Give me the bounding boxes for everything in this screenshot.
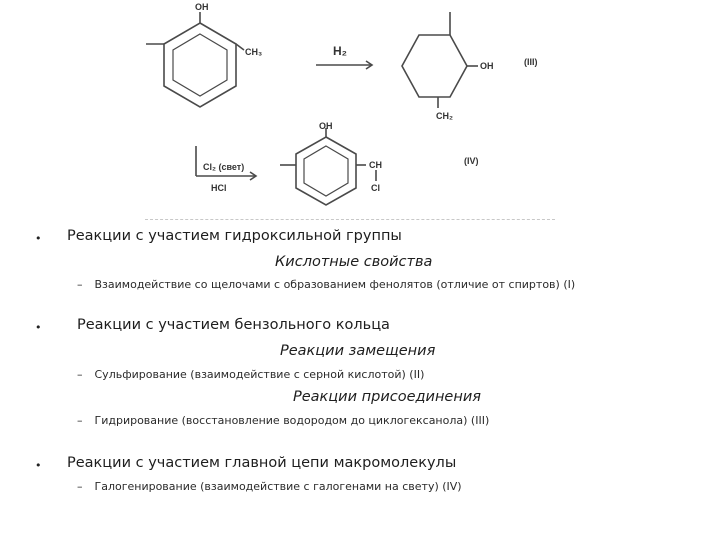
bullet: • [35,321,42,334]
section-2-heading: Реакции замещения [280,343,436,359]
section-2-item-2 [77,414,489,427]
cyclohexane-ring [402,12,478,108]
product3-ch2: CH₂ [436,111,453,121]
dash: – [77,368,83,381]
section-2-item-2-text: Гидрирование (восстановление водородом до циклогексанола) (III) [94,414,490,427]
dash: – [77,480,83,493]
section-3-title: Реакции с участием главной цепи макромолекулы [67,455,457,471]
reactant-ring [146,12,244,107]
section-2-item [77,368,424,381]
reaction-scheme [0,0,720,220]
product3-oh: OH [480,61,494,71]
product4-ch: CH [369,160,382,170]
reagent-cl2: Cl₂ (свет) [203,162,245,172]
section-3-item [77,480,462,493]
section-2-heading-2: Реакции присоединения [293,389,481,405]
section-2-title: Реакции с участием бензольного кольца [77,317,390,333]
product-iv-ring [280,128,376,205]
separator [145,219,555,220]
reagent-h2: H₂ [333,44,347,58]
dash: – [77,278,83,291]
section-3-item-text: Галогенирование (взаимодействие с галогенами на свету) (IV) [94,480,462,493]
bullet: • [35,459,42,472]
section-1-title: Реакции с участием гидроксильной группы [67,228,402,244]
bullet: • [35,232,42,245]
reactant-oh: OH [195,2,209,12]
section-1-item-text: Взаимодействие со щелочами с образованием фенолятов (отличие от спиртов) (I) [94,278,576,291]
product4-label: (IV) [464,156,479,166]
dash: – [77,414,83,427]
product3-label: (III) [524,57,538,67]
byproduct-hcl: HCl [211,183,227,193]
product4-cl: Cl [371,183,380,193]
section-1-heading: Кислотные свойства [275,254,433,270]
section-2-item-text: Сульфирование (взаимодействие с серной кислотой) (II) [94,368,425,381]
reactant-ch3: CH₃ [245,47,263,57]
product4-oh: OH [319,121,333,131]
section-1-item [77,278,575,291]
